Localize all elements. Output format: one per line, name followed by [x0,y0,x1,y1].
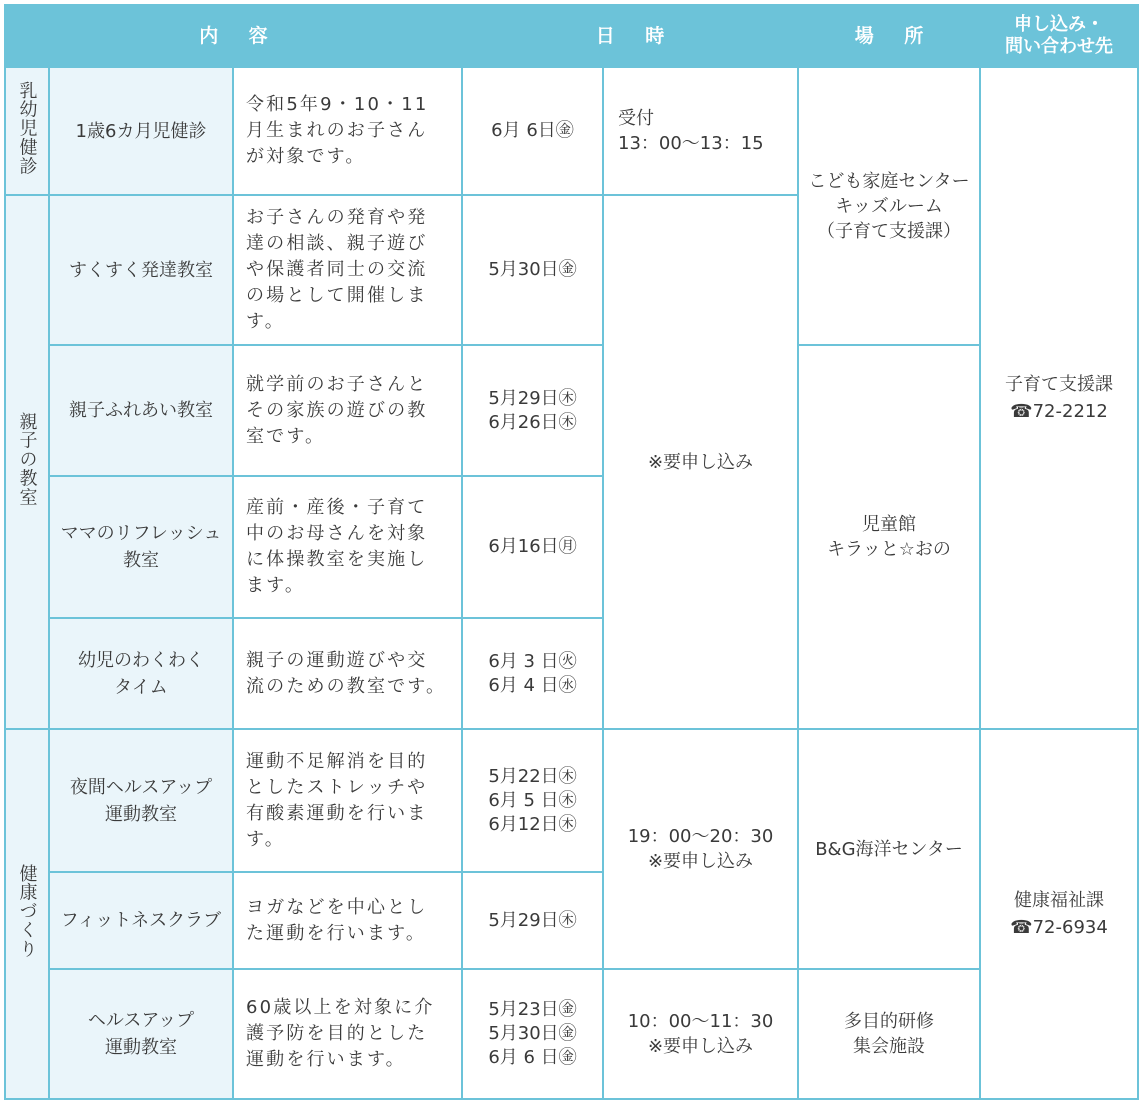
place-multipurpose-hall: 多目的研修 集会施設 [798,969,980,1099]
program-name: ヘルスアップ 運動教室 [49,969,233,1099]
header-datetime: 日時 [462,5,798,67]
category-health: 健康づくり [5,729,49,1099]
program-name: 夜間ヘルスアップ 運動教室 [49,729,233,872]
program-description: 親子の運動遊びや交 流のための教室です。 [233,618,462,729]
place-kids-room: こども家庭センター キッズルーム （子育て支援課） [798,67,980,345]
header-row [5,5,1138,67]
program-date: 5月29日㊍ 6月26日㊍ [462,345,603,476]
contact-kenko: 健康福祉課 ☎72-6934 [980,729,1138,1099]
program-name: フィットネスクラブ [49,872,233,969]
category-infant-checkup: 乳幼児健診 [5,67,49,195]
program-name: すくすく発達教室 [49,195,233,345]
program-description: 運動不足解消を目的 としたストレッチや 有酸素運動を行いま す。 [233,729,462,872]
header-content: 内容 [5,5,462,67]
program-date: 6月 6日㊎ [462,67,603,195]
program-name: 幼児のわくわく タイム [49,618,233,729]
program-time: 10：00〜11：30 ※要申し込み [603,969,798,1099]
program-name: 1歳6カ月児健診 [49,67,233,195]
program-description: ヨガなどを中心とし た運動を行います。 [233,872,462,969]
program-description: 就学前のお子さんと その家族の遊びの教 室です。 [233,345,462,476]
program-time: 19：00〜20：30 ※要申し込み [603,729,798,969]
program-description: 産前・産後・子育て 中のお母さんを対象 に体操教室を実施し ます。 [233,476,462,618]
program-description: 60歳以上を対象に介 護予防を目的とした 運動を行います。 [233,969,462,1099]
contact-kosodate: 子育て支援課 ☎72-2212 [980,67,1138,729]
program-date: 5月22日㊍ 6月 5 日㊍ 6月12日㊍ [462,729,603,872]
program-description: お子さんの発育や発 達の相談、親子遊び や保護者同士の交流 の場として開催しま す。 [233,195,462,345]
program-date: 5月23日㊎ 5月30日㊎ 6月 6 日㊎ [462,969,603,1099]
program-name: 親子ふれあい教室 [49,345,233,476]
program-date: 6月 3 日㊋ 6月 4 日㊌ [462,618,603,729]
category-parent-child: 親子の教室 [5,195,49,729]
header-place: 場所 [798,5,980,67]
header-contact: 申し込み・ 問い合わせ先 [980,5,1138,67]
program-time: 受付 13：00〜13：15 [603,67,798,195]
table-row [5,969,1138,1099]
program-date: 6月16日㊊ [462,476,603,618]
table-row [5,729,1138,872]
table-row [5,345,1138,476]
program-description: 令和5年9・10・11 月生まれのお子さん が対象です。 [233,67,462,195]
event-schedule-table [4,4,1139,1100]
program-date: 5月30日㊎ [462,195,603,345]
program-time: ※要申し込み [603,195,798,729]
table-row [5,67,1138,195]
program-date: 5月29日㊍ [462,872,603,969]
place-bg-center: B&G海洋センター [798,729,980,969]
place-jidokan: 児童館 キラッと☆おの [798,345,980,729]
program-name: ママのリフレッシュ 教室 [49,476,233,618]
